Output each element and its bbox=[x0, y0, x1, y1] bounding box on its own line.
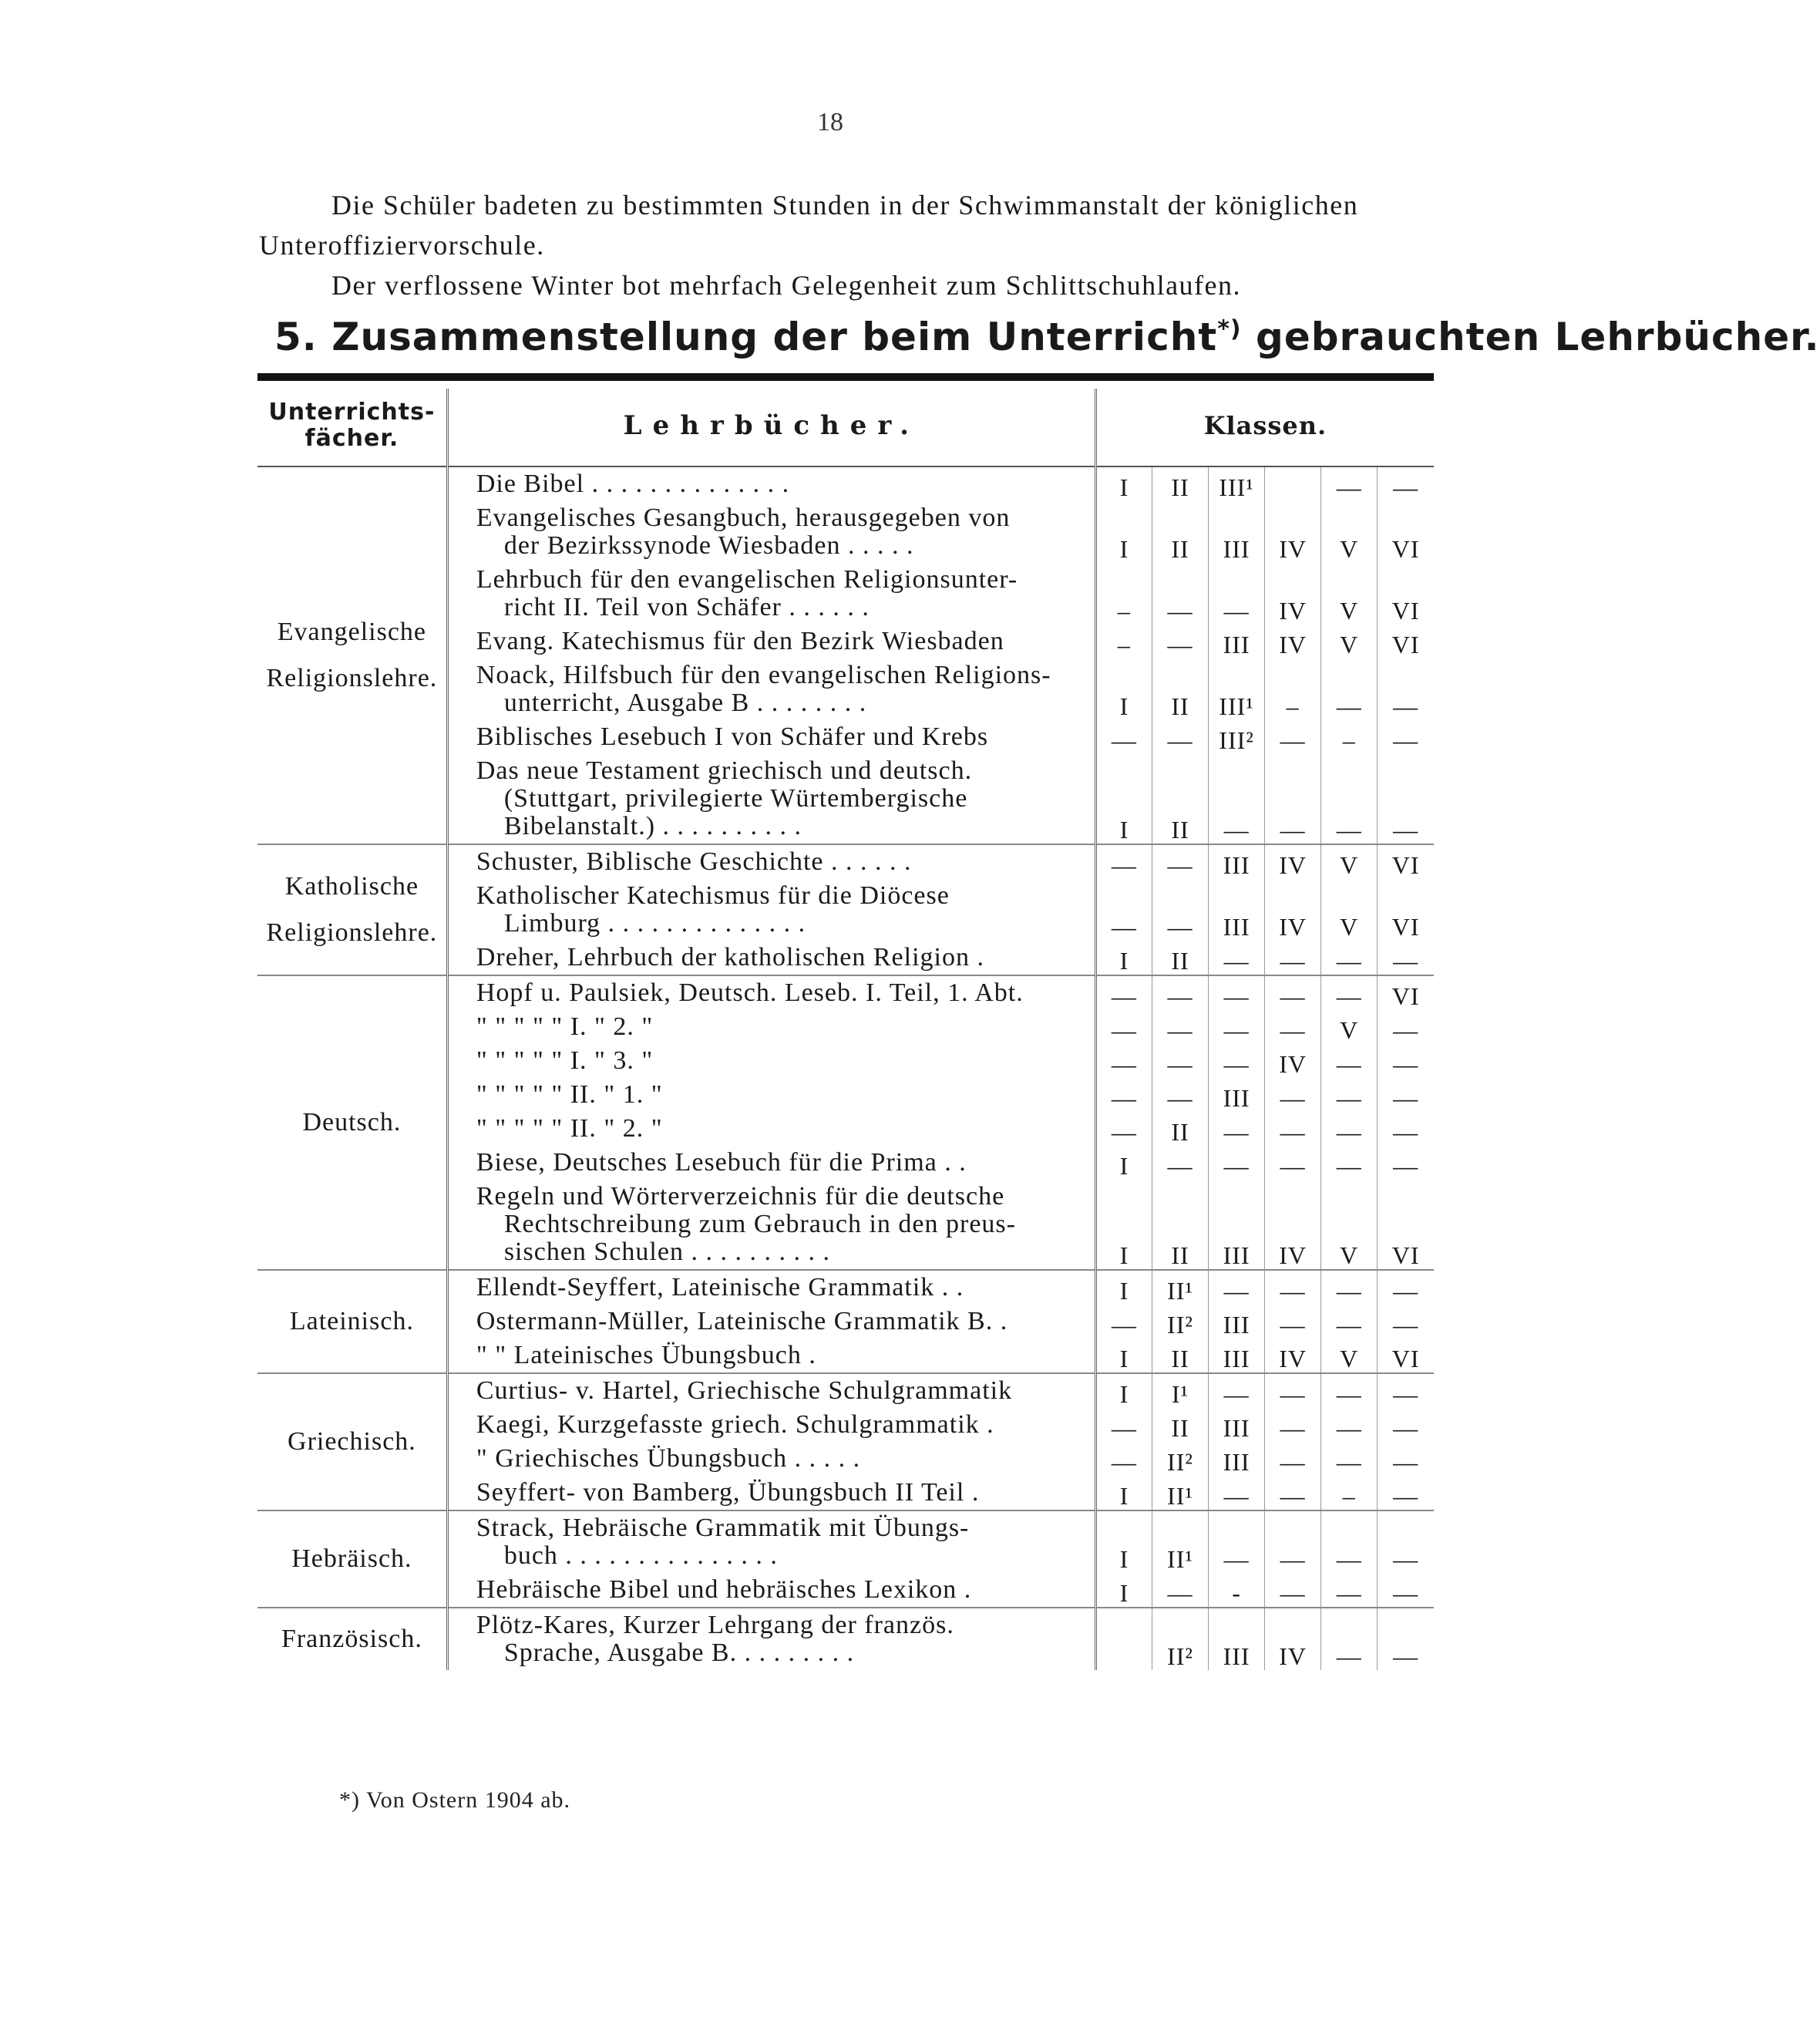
header-classes: Klassen. bbox=[1095, 389, 1434, 466]
class-cell: IV bbox=[1265, 563, 1321, 625]
book-line: (Stuttgart, privilegierte Würtembergische bbox=[503, 784, 968, 813]
class-cell: — bbox=[1152, 879, 1208, 941]
subject-cell: Evangelische Religionslehre. bbox=[257, 466, 447, 844]
book-line: Seyffert- von Bamberg, Übungsbuch II Teil . bbox=[476, 1478, 980, 1507]
class-cell: — bbox=[1265, 1476, 1321, 1510]
class-cell: I bbox=[1119, 1579, 1129, 1607]
class-cell: — bbox=[1321, 1112, 1378, 1146]
class-cell: — bbox=[1209, 1010, 1265, 1044]
subject-cell: Französisch. bbox=[257, 1608, 447, 1670]
class-cell: I bbox=[1119, 535, 1129, 563]
class-cell: — bbox=[1378, 754, 1434, 844]
book-line: Biese, Deutsches Lesebuch für die Prima . . bbox=[476, 1148, 967, 1177]
class-cell bbox=[1095, 1608, 1152, 1670]
book-line: Noack, Hilfsbuch für den evangelischen Religions- bbox=[476, 661, 1051, 689]
class-cell: — bbox=[1378, 941, 1434, 975]
class-cell: — bbox=[1265, 754, 1321, 844]
class-cell: — bbox=[1209, 1270, 1265, 1305]
class-cell: — bbox=[1209, 1146, 1265, 1180]
table-body bbox=[257, 466, 1434, 1670]
class-cell: VI bbox=[1378, 879, 1434, 941]
class-cell: — bbox=[1321, 1270, 1378, 1305]
class-cell: — bbox=[1321, 1305, 1378, 1339]
class-cell: — bbox=[1378, 1044, 1434, 1078]
class-cell: III bbox=[1209, 501, 1265, 563]
class-cell: — bbox=[1265, 1305, 1321, 1339]
class-cell: — bbox=[1209, 941, 1265, 975]
class-cell: — bbox=[1152, 1044, 1208, 1078]
class-cell: VI bbox=[1378, 1180, 1434, 1270]
class-cell: II¹ bbox=[1152, 1270, 1208, 1305]
footnote-mark: *) bbox=[1217, 315, 1242, 343]
class-cell: — bbox=[1378, 720, 1434, 754]
class-cell: V bbox=[1321, 625, 1378, 658]
book-line: Limburg . . . . . . . . . . . . . . bbox=[503, 909, 806, 938]
class-cell: — bbox=[1321, 1373, 1378, 1408]
class-cell: IV bbox=[1265, 1044, 1321, 1078]
book-cell bbox=[447, 501, 1095, 563]
class-cell: IV bbox=[1265, 879, 1321, 941]
class-cell: — bbox=[1378, 1476, 1434, 1510]
book-cell bbox=[447, 1044, 1095, 1078]
table-row bbox=[257, 975, 1434, 1010]
class-cell: — bbox=[1321, 1442, 1378, 1476]
book-cell bbox=[447, 658, 1095, 720]
class-cell: — bbox=[1265, 1510, 1321, 1573]
table-row bbox=[257, 1608, 1434, 1670]
book-line: Strack, Hebräische Grammatik mit Übungs- bbox=[476, 1514, 970, 1542]
class-cell: — bbox=[1321, 466, 1378, 501]
class-cell: — bbox=[1265, 1146, 1321, 1180]
book-cell bbox=[447, 1408, 1095, 1442]
class-cell: — bbox=[1265, 1010, 1321, 1044]
class-cell: V bbox=[1321, 879, 1378, 941]
class-cell: I bbox=[1119, 1345, 1129, 1372]
class-cell: — bbox=[1152, 563, 1208, 625]
class-cell: I¹ bbox=[1152, 1373, 1208, 1408]
class-cell: IV bbox=[1265, 844, 1321, 879]
class-cell: — bbox=[1152, 1573, 1208, 1608]
textbook-table bbox=[257, 389, 1434, 1670]
book-cell bbox=[447, 1112, 1095, 1146]
intro-paragraph-1: Die Schüler badeten zu bestimmten Stunden in der Schwimmanstalt der königlichen Unteroffiziervorschule. bbox=[259, 190, 1359, 261]
class-cell: — bbox=[1209, 1112, 1265, 1146]
class-cell: – bbox=[1117, 631, 1131, 658]
class-cell: — bbox=[1152, 720, 1208, 754]
book-cell bbox=[447, 1270, 1095, 1305]
class-cell: — bbox=[1265, 1442, 1321, 1476]
class-cell: I bbox=[1119, 1152, 1129, 1180]
class-cell: — bbox=[1152, 844, 1208, 879]
class-cell: IV bbox=[1265, 625, 1321, 658]
class-cell: — bbox=[1111, 1311, 1137, 1339]
class-cell: IV bbox=[1265, 1608, 1321, 1670]
book-line: Hopf u. Paulsiek, Deutsch. Leseb. I. Teil, 1. Abt. bbox=[476, 978, 1024, 1007]
subject-cell: Lateinisch. bbox=[257, 1270, 447, 1373]
class-cell: - bbox=[1209, 1573, 1265, 1608]
class-cell: — bbox=[1209, 975, 1265, 1010]
book-line: " " " " " I. " 2. " bbox=[476, 1012, 654, 1041]
class-cell: — bbox=[1209, 563, 1265, 625]
book-line: Bibelanstalt.) . . . . . . . . . . bbox=[503, 812, 802, 840]
class-cell: — bbox=[1265, 1270, 1321, 1305]
class-cell: III bbox=[1209, 1339, 1265, 1373]
class-cell: – bbox=[1321, 1476, 1378, 1510]
class-cell: II¹ bbox=[1152, 1510, 1208, 1573]
book-cell bbox=[447, 720, 1095, 754]
class-cell: V bbox=[1321, 501, 1378, 563]
class-cell: — bbox=[1265, 1112, 1321, 1146]
class-cell: V bbox=[1321, 844, 1378, 879]
class-cell: — bbox=[1378, 1305, 1434, 1339]
book-line: Plötz-Kares, Kurzer Lehrgang der französ. bbox=[476, 1611, 954, 1639]
class-cell: — bbox=[1111, 1448, 1137, 1476]
table-row bbox=[257, 1270, 1434, 1305]
class-cell: II bbox=[1152, 1112, 1208, 1146]
book-line: Ellendt-Seyffert, Lateinische Grammatik . . bbox=[476, 1273, 964, 1302]
book-line: der Bezirkssynode Wiesbaden . . . . . bbox=[503, 531, 914, 560]
book-line: Schuster, Biblische Geschichte . . . . . . bbox=[476, 847, 912, 876]
class-cell: III¹ bbox=[1209, 466, 1265, 501]
class-cell: — bbox=[1265, 941, 1321, 975]
subject-cell: Katholische Religionslehre. bbox=[257, 844, 447, 975]
class-cell: — bbox=[1321, 1408, 1378, 1442]
class-cell: V bbox=[1321, 563, 1378, 625]
heading-rule bbox=[257, 373, 1434, 381]
class-cell: I bbox=[1095, 1373, 1152, 1408]
book-line: Dreher, Lehrbuch der katholischen Religion . bbox=[476, 943, 984, 972]
book-cell bbox=[447, 1442, 1095, 1476]
book-line: Rechtschreibung zum Gebrauch in den preus- bbox=[503, 1210, 1016, 1238]
class-cell: — bbox=[1111, 1016, 1137, 1044]
class-cell: — bbox=[1209, 1373, 1265, 1408]
book-cell bbox=[447, 879, 1095, 941]
book-cell bbox=[447, 1373, 1095, 1408]
book-line: Evangelisches Gesangbuch, herausgegeben von bbox=[476, 503, 1011, 532]
book-cell bbox=[447, 844, 1095, 879]
class-cell: V bbox=[1321, 1180, 1378, 1270]
class-cell: III bbox=[1209, 625, 1265, 658]
class-cell: V bbox=[1321, 1010, 1378, 1044]
class-cell: — bbox=[1321, 1510, 1378, 1573]
header-subjects: Unterrichts-fächer. bbox=[257, 389, 447, 466]
class-cell: — bbox=[1378, 658, 1434, 720]
section-title-end: gebrauchten Lehrbücher. bbox=[1241, 315, 1820, 359]
class-cell: — bbox=[1378, 1510, 1434, 1573]
class-cell: II bbox=[1152, 466, 1208, 501]
class-cell: — bbox=[1378, 466, 1434, 501]
class-cell: — bbox=[1152, 1146, 1208, 1180]
class-cell: III¹ bbox=[1209, 658, 1265, 720]
class-cell: III² bbox=[1209, 720, 1265, 754]
subject-cell: Deutsch. bbox=[257, 975, 447, 1270]
book-line: unterricht, Ausgabe B . . . . . . . . bbox=[503, 689, 867, 717]
intro-paragraph-2: Der verflossene Winter bot mehrfach Gelegenheit zum Schlittschuhlaufen. bbox=[331, 270, 1242, 301]
book-line: Die Bibel . . . . . . . . . . . . . . bbox=[476, 470, 790, 498]
class-cell: — bbox=[1111, 1414, 1137, 1442]
class-cell: III bbox=[1209, 1180, 1265, 1270]
class-cell: — bbox=[1095, 844, 1152, 879]
book-line: buch . . . . . . . . . . . . . . . bbox=[503, 1541, 778, 1570]
class-cell: – bbox=[1117, 597, 1131, 625]
class-cell: II bbox=[1152, 658, 1208, 720]
class-cell: I bbox=[1119, 816, 1129, 844]
table-row bbox=[257, 466, 1434, 501]
class-cell: II bbox=[1152, 1180, 1208, 1270]
class-cell: — bbox=[1209, 1044, 1265, 1078]
class-cell: — bbox=[1209, 754, 1265, 844]
page-number: 18 bbox=[817, 108, 843, 136]
book-line: Hebräische Bibel und hebräisches Lexikon . bbox=[476, 1575, 972, 1604]
class-cell: — bbox=[1152, 625, 1208, 658]
class-cell: — bbox=[1209, 1510, 1265, 1573]
book-cell bbox=[447, 466, 1095, 501]
class-cell: II bbox=[1152, 1408, 1208, 1442]
class-cell: – bbox=[1265, 658, 1321, 720]
class-cell: — bbox=[1111, 726, 1137, 754]
book-line: Evang. Katechismus für den Bezirk Wiesbaden bbox=[476, 627, 1004, 655]
class-cell: — bbox=[1321, 1146, 1378, 1180]
book-line: " " " " " I. " 3. " bbox=[476, 1046, 654, 1075]
class-cell: — bbox=[1321, 1044, 1378, 1078]
intro-text bbox=[259, 185, 1446, 305]
class-cell: — bbox=[1111, 913, 1137, 941]
book-line: " " " " " II. " 2. " bbox=[476, 1114, 663, 1143]
class-cell: II² bbox=[1152, 1305, 1208, 1339]
class-cell: I bbox=[1095, 466, 1152, 501]
book-line: Kaegi, Kurzgefasste griech. Schulgrammatik . bbox=[476, 1410, 994, 1439]
class-cell: — bbox=[1152, 1078, 1208, 1112]
book-line: Biblisches Lesebuch I von Schäfer und Krebs bbox=[476, 722, 989, 751]
class-cell: — bbox=[1321, 1608, 1378, 1670]
book-cell bbox=[447, 1146, 1095, 1180]
class-cell: — bbox=[1265, 1373, 1321, 1408]
header-books: Lehrbücher. bbox=[447, 389, 1095, 466]
class-cell: IV bbox=[1265, 1180, 1321, 1270]
book-cell bbox=[447, 941, 1095, 975]
book-line: richt II. Teil von Schäfer . . . . . . bbox=[503, 593, 870, 621]
class-cell: — bbox=[1378, 1608, 1434, 1670]
class-cell: I bbox=[1095, 1270, 1152, 1305]
class-cell: — bbox=[1111, 1084, 1137, 1112]
table-row bbox=[257, 1373, 1434, 1408]
class-cell: — bbox=[1152, 975, 1208, 1010]
book-line: Ostermann-Müller, Lateinische Grammatik B. . bbox=[476, 1307, 1008, 1335]
book-cell bbox=[447, 975, 1095, 1010]
book-cell bbox=[447, 625, 1095, 658]
class-cell: — bbox=[1321, 658, 1378, 720]
class-cell: — bbox=[1321, 941, 1378, 975]
class-cell: — bbox=[1152, 1010, 1208, 1044]
book-cell bbox=[447, 1339, 1095, 1373]
book-line: Katholischer Katechismus für die Diöcese bbox=[476, 881, 950, 910]
class-cell: I bbox=[1095, 1510, 1152, 1573]
class-cell: — bbox=[1378, 1573, 1434, 1608]
book-line: Curtius- v. Hartel, Griechische Schulgrammatik bbox=[476, 1376, 1013, 1405]
class-cell: — bbox=[1378, 1146, 1434, 1180]
class-cell: — bbox=[1209, 1476, 1265, 1510]
book-cell bbox=[447, 1078, 1095, 1112]
class-cell: — bbox=[1378, 1270, 1434, 1305]
class-cell: — bbox=[1111, 1050, 1137, 1078]
class-cell: I bbox=[1119, 1482, 1129, 1510]
class-cell: V bbox=[1321, 1339, 1378, 1373]
class-cell: II² bbox=[1152, 1608, 1208, 1670]
book-line: " " " " " II. " 1. " bbox=[476, 1080, 663, 1109]
class-cell: III bbox=[1209, 1078, 1265, 1112]
book-line: Lehrbuch für den evangelischen Religionsunter- bbox=[476, 565, 1018, 594]
class-cell bbox=[1265, 466, 1321, 501]
class-cell: VI bbox=[1378, 1339, 1434, 1373]
class-cell: III bbox=[1209, 1608, 1265, 1670]
class-cell: II bbox=[1152, 1339, 1208, 1373]
class-cell: — bbox=[1321, 975, 1378, 1010]
table-row bbox=[257, 844, 1434, 879]
subject-cell: Griechisch. bbox=[257, 1373, 447, 1510]
class-cell: VI bbox=[1378, 975, 1434, 1010]
class-cell: — bbox=[1111, 1118, 1137, 1146]
class-cell: I bbox=[1119, 692, 1129, 720]
book-line: " " Lateinisches Übungsbuch . bbox=[476, 1341, 816, 1369]
class-cell: — bbox=[1265, 1408, 1321, 1442]
class-cell: — bbox=[1265, 1078, 1321, 1112]
class-cell: — bbox=[1095, 975, 1152, 1010]
class-cell: VI bbox=[1378, 625, 1434, 658]
class-cell: — bbox=[1321, 1078, 1378, 1112]
class-cell: III bbox=[1209, 844, 1265, 879]
class-cell: — bbox=[1378, 1010, 1434, 1044]
class-cell: VI bbox=[1378, 844, 1434, 879]
book-cell bbox=[447, 1510, 1095, 1573]
class-cell: — bbox=[1378, 1408, 1434, 1442]
class-cell: IV bbox=[1265, 501, 1321, 563]
class-cell: — bbox=[1378, 1442, 1434, 1476]
book-line: Regeln und Wörterverzeichnis für die deutsche bbox=[476, 1182, 1005, 1211]
book-cell bbox=[447, 1476, 1095, 1510]
class-cell: II bbox=[1152, 754, 1208, 844]
class-cell: — bbox=[1321, 1573, 1378, 1608]
book-cell bbox=[447, 1305, 1095, 1339]
class-cell: — bbox=[1265, 720, 1321, 754]
book-line: sischen Schulen . . . . . . . . . . bbox=[503, 1238, 830, 1266]
class-cell: — bbox=[1378, 1373, 1434, 1408]
book-cell bbox=[447, 1010, 1095, 1044]
class-cell: – bbox=[1321, 720, 1378, 754]
book-cell bbox=[447, 1573, 1095, 1608]
class-cell: — bbox=[1378, 1112, 1434, 1146]
class-cell: — bbox=[1265, 975, 1321, 1010]
class-cell: I bbox=[1119, 947, 1129, 975]
subject-cell: Hebräisch. bbox=[257, 1510, 447, 1608]
table-row bbox=[257, 1510, 1434, 1573]
book-cell bbox=[447, 563, 1095, 625]
class-cell: — bbox=[1265, 1573, 1321, 1608]
class-cell: II¹ bbox=[1152, 1476, 1208, 1510]
class-cell: IV bbox=[1265, 1339, 1321, 1373]
book-cell bbox=[447, 754, 1095, 844]
section-heading bbox=[274, 315, 1820, 359]
book-cell bbox=[447, 1180, 1095, 1270]
class-cell: — bbox=[1321, 754, 1378, 844]
book-line: " Griechisches Übungsbuch . . . . . bbox=[476, 1444, 861, 1473]
class-cell: II bbox=[1152, 501, 1208, 563]
class-cell: III bbox=[1209, 1305, 1265, 1339]
class-cell: VI bbox=[1378, 501, 1434, 563]
book-cell bbox=[447, 1608, 1095, 1670]
class-cell: III bbox=[1209, 1408, 1265, 1442]
footnote: *) Von Ostern 1904 ab. bbox=[339, 1787, 571, 1813]
class-cell: III bbox=[1209, 879, 1265, 941]
class-cell: — bbox=[1378, 1078, 1434, 1112]
class-cell: II bbox=[1152, 941, 1208, 975]
book-line: Das neue Testament griechisch und deutsch. bbox=[476, 756, 973, 785]
class-cell: I bbox=[1119, 1241, 1129, 1269]
book-line: Sprache, Ausgabe B. . . . . . . . . bbox=[503, 1638, 855, 1667]
class-cell: II² bbox=[1152, 1442, 1208, 1476]
section-title-start: 5. Zusammenstellung der beim Unterricht bbox=[274, 315, 1218, 359]
class-cell: VI bbox=[1378, 563, 1434, 625]
class-cell: III bbox=[1209, 1442, 1265, 1476]
